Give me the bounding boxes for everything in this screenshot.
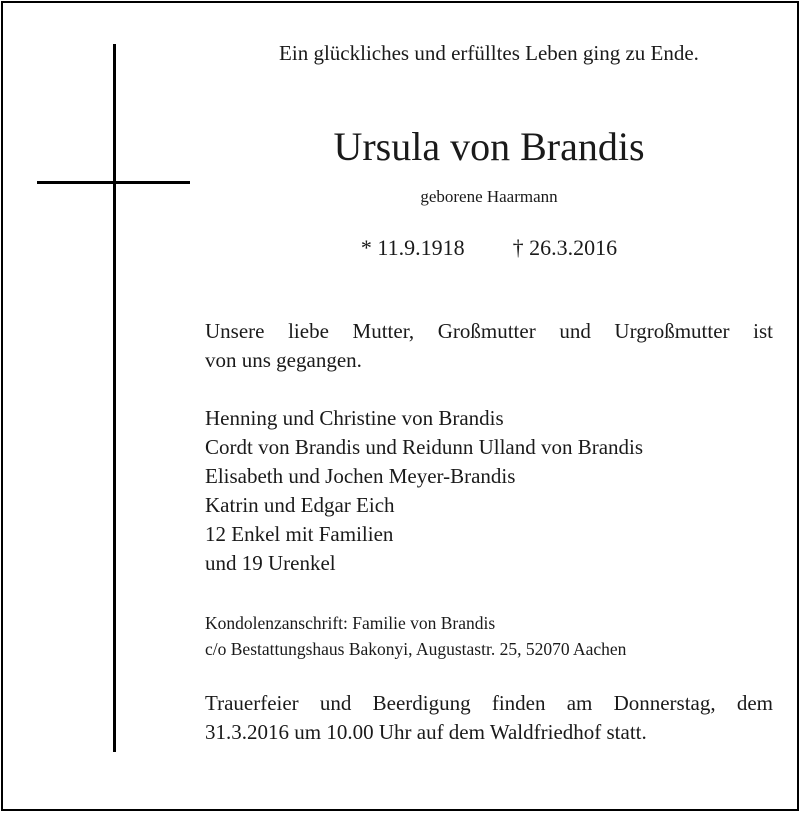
cross-vertical-bar [113,44,116,752]
condolence-line-2: c/o Bestattungshaus Bakonyi, Augustastr. 25, 52070 Aachen [205,639,627,659]
life-dates [203,235,775,261]
birth-name: geborene Haarmann [420,187,558,206]
birth-date: * 11.9.1918 [360,235,465,260]
mourner-line: und 19 Urenkel [205,551,336,575]
motto-line: Ein glückliches und erfülltes Leben ging zu Ende. [279,41,699,65]
message-paragraph [205,317,773,375]
mourners-list [205,404,773,578]
service-paragraph [205,689,773,747]
obituary-notice [1,1,799,811]
message-line-1: Unsere liebe Mutter, Großmutter und Urgroßmutter ist [205,319,773,343]
message-line-2: von uns gegangen. [205,348,362,372]
service-line-2: 31.3.2016 um 10.00 Uhr auf dem Waldfriedhof statt. [205,720,647,744]
cross-horizontal-bar [37,181,190,184]
mourner-line: Henning und Christine von Brandis [205,406,504,430]
mourner-line: 12 Enkel mit Familien [205,522,394,546]
mourner-line: Katrin und Edgar Eich [205,493,395,517]
mourner-line: Elisabeth und Jochen Meyer-Brandis [205,464,516,488]
death-date: † 26.3.2016 [512,235,618,260]
condolence-line-1: Kondolenzanschrift: Familie von Brandis [205,613,496,633]
mourner-line: Cordt von Brandis und Reidunn Ulland von Brandis [205,435,644,459]
service-line-1: Trauerfeier und Beerdigung finden am Donnerstag, dem [205,691,773,715]
deceased-name: Ursula von Brandis [333,124,645,169]
condolence-address [205,610,773,662]
